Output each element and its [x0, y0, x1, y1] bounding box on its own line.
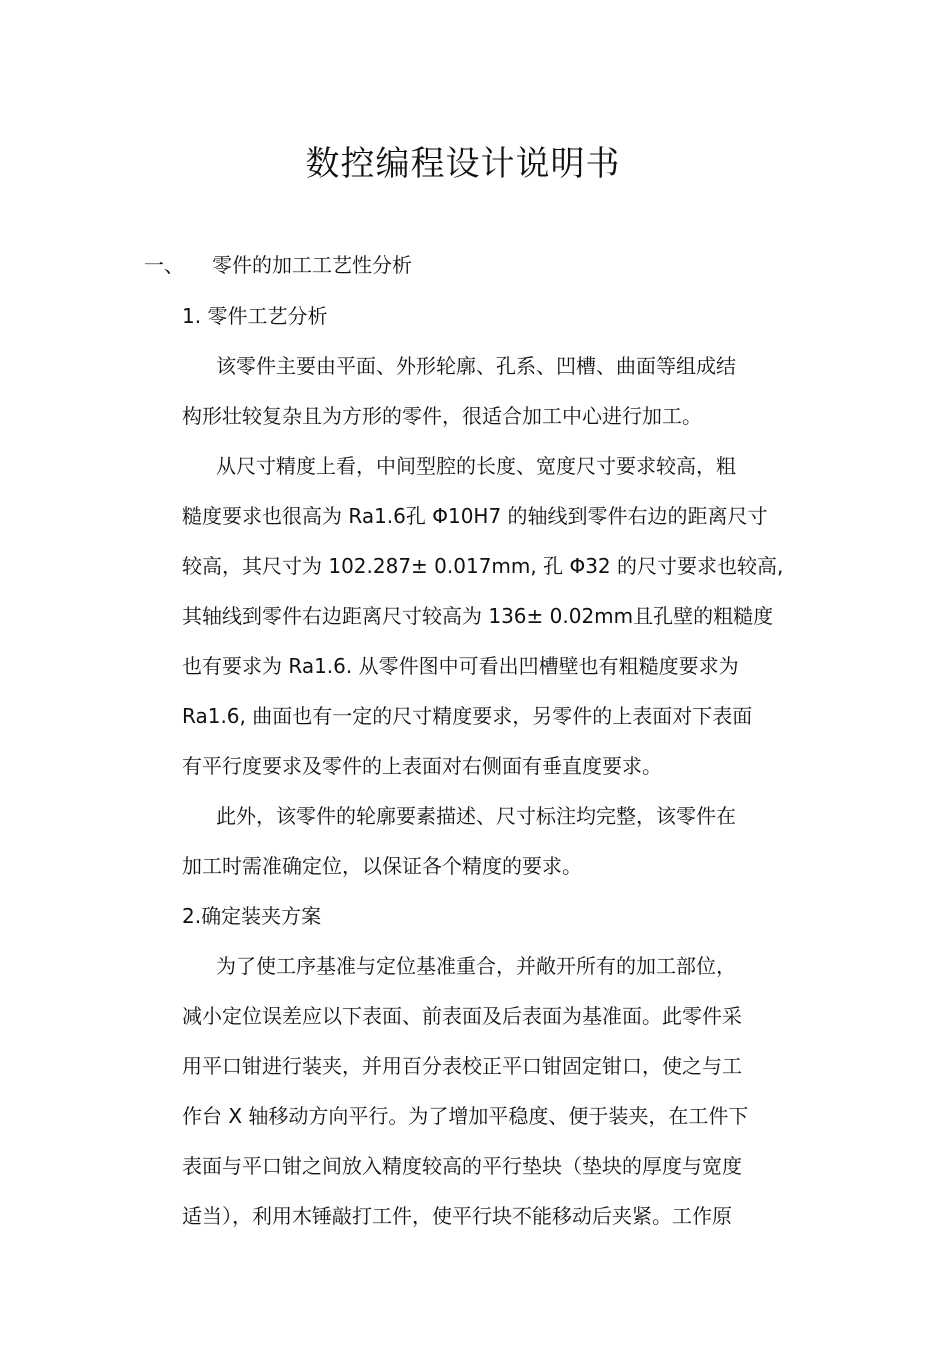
- paragraph-line: 表面与平口钳之间放入精度较高的平行垫块（垫块的厚度与宽度: [182, 1154, 742, 1178]
- paragraph-line: 减小定位误差应以下表面、前表面及后表面为基准面。此零件采: [182, 1004, 742, 1028]
- paragraph-line: 为了使工序基准与定位基准重合，并敞开所有的加工部位，: [216, 954, 736, 978]
- paragraph-line: 也有要求为 Ra1.6. 从零件图中可看出凹槽壁也有粗糙度要求为: [182, 654, 739, 678]
- paragraph-line: 其轴线到零件右边距离尺寸较高为 136± 0.02mm且孔壁的粗糙度: [182, 604, 774, 628]
- section-heading: 零件的加工工艺性分析: [212, 253, 412, 277]
- paragraph-line: 加工时需准确定位，以保证各个精度的要求。: [182, 854, 582, 878]
- document-title: 数控编程设计说明书: [305, 144, 621, 184]
- paragraph-line: 糙度要求也很高为 Ra1.6孔 Φ10H7 的轴线到零件右边的距离尺寸: [182, 504, 768, 528]
- paragraph-line: 从尺寸精度上看，中间型腔的长度、宽度尺寸要求较高，粗: [216, 454, 736, 478]
- subsection-heading: 1. 零件工艺分析: [182, 304, 328, 328]
- paragraph-line: 此外，该零件的轮廓要素描述、尺寸标注均完整，该零件在: [216, 804, 736, 828]
- paragraph-line: Ra1.6, 曲面也有一定的尺寸精度要求，另零件的上表面对下表面: [182, 704, 753, 728]
- paragraph-line: 有平行度要求及零件的上表面对右侧面有垂直度要求。: [182, 754, 662, 778]
- paragraph-line: 用平口钳进行装夹，并用百分表校正平口钳固定钳口，使之与工: [182, 1054, 742, 1078]
- paragraph-line: 构形壮较复杂且为方形的零件，很适合加工中心进行加工。: [182, 404, 702, 428]
- section-number: 一、: [144, 253, 184, 277]
- paragraph-line: 作台 X 轴移动方向平行。为了增加平稳度、便于装夹，在工件下: [182, 1104, 749, 1128]
- paragraph-line: 该零件主要由平面、外形轮廓、孔系、凹槽、曲面等组成结: [216, 354, 736, 378]
- paragraph-line: 较高，其尺寸为 102.287± 0.017mm, 孔 Φ32 的尺寸要求也较高,: [182, 554, 784, 578]
- subsection-heading: 2.确定装夹方案: [182, 904, 322, 928]
- paragraph-line: 适当），利用木锤敲打工件，使平行块不能移动后夹紧。工作原: [182, 1204, 732, 1228]
